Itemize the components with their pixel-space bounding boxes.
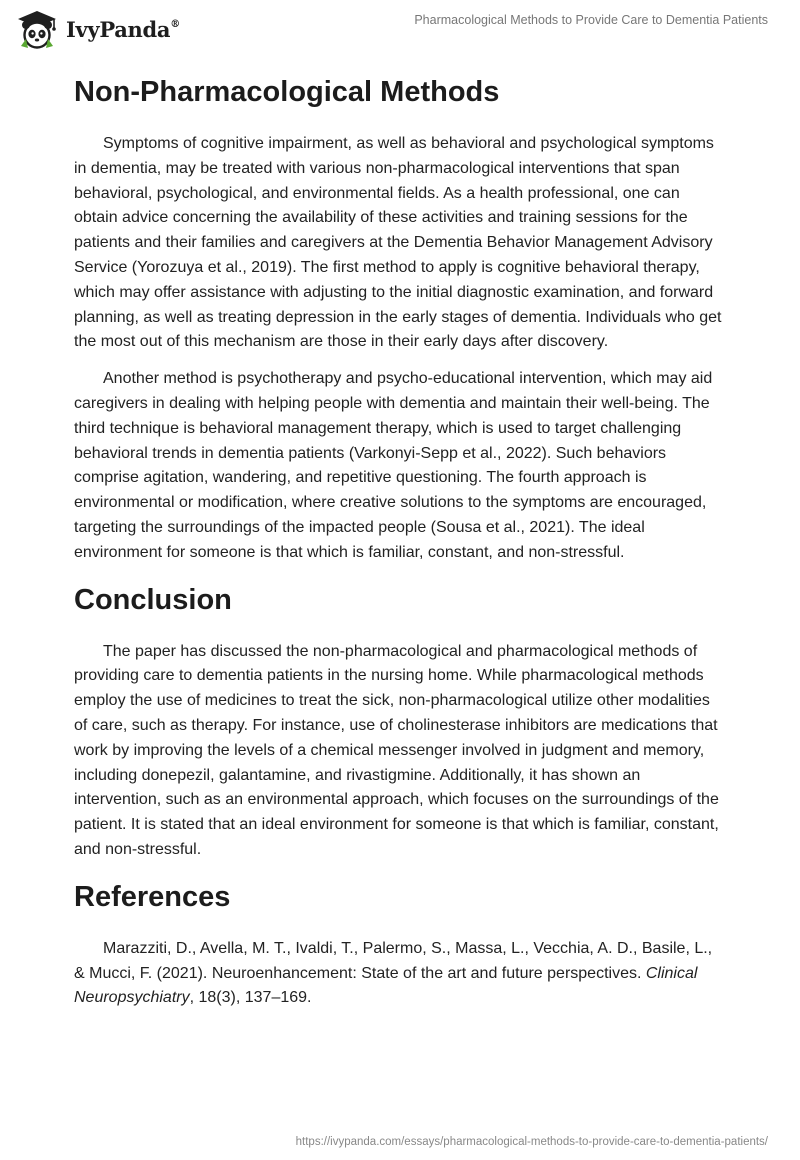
- panda-graduate-icon: [14, 8, 60, 50]
- section-heading: References: [74, 880, 231, 913]
- reference-journal: Clinical Neuropsychiatry: [74, 964, 698, 1007]
- document-title: Pharmacological Methods to Provide Care to Dementia Patients: [414, 13, 768, 27]
- reference-details: , 18(3), 137–169.: [189, 989, 312, 1007]
- ivypanda-logo[interactable]: [14, 8, 180, 50]
- paragraph: The paper has discussed the non-pharmacological and pharmacological methods of providing care to dementia patients in the nursing home. While pharmacological methods employ the use of medicines to treat the sick, non-pharmacological utilize other modalities of care, such as therapy. For instance, use of cholinesterase inhibitors are medications that work by improving the levels of a chemical messenger involved in judgment and memory, including donepezil, galantamine, and rivastigmine. Additionally, it has shown an intervention, such as an environmental approach, which focuses on the surroundings of the patient. It is stated that an ideal environment for someone is that which is familiar, constant, and non-stressful.: [74, 642, 719, 858]
- section-conclusion: [74, 580, 726, 863]
- section-heading: Conclusion: [74, 583, 232, 616]
- paragraph: Symptoms of cognitive impairment, as well as behavioral and psychological symptoms in dementia, may be treated with various non-pharmacological interventions that span behavioral, psychological, and environmental fields. As a health professional, one can obtain advice concerning the availability of these activities and training sessions for the patients and their families and caregivers at the Dementia Behavior Management Advisory Service (Yorozuya et al., 2019). The first method to apply is cognitive behavioral therapy, which may offer assistance with adjusting to the initial diagnostic examination, and forward planning, as well as treating depression in the early stages of dementia. Individuals who get the most out of this mechanism are those in their early days after discovery.: [74, 135, 722, 351]
- essay-body: [74, 72, 726, 1025]
- brand-name: IvyPanda®: [66, 16, 180, 42]
- source-url[interactable]: https://ivypanda.com/essays/pharmacological-methods-to-provide-care-to-dementia-patients/: [295, 1136, 768, 1148]
- paragraph: Another method is psychotherapy and psycho-educational intervention, which may aid caregivers in dealing with helping people with dementia and maintain their well-being. The third technique is behavioral management therapy, which is used to target challenging behavioral trends in dementia patients (Varkonyi-Sepp et al., 2022). Such behaviors comprise agitation, wandering, and repetitive questioning. The fourth approach is environmental or modification, where creative solutions to the symptoms are encouraged, targeting the surroundings of the impacted people (Sousa et al., 2021). The ideal environment for someone is that which is familiar, constant, and non-stressful.: [74, 370, 713, 561]
- page-header: [0, 0, 800, 60]
- reference-entry: [74, 937, 726, 1011]
- reference-authors: Marazziti, D., Avella, M. T., Ivaldi, T., Palermo, S., Massa, L., Vecchia, A. D., Basile, L., & Mucci, F. (2021). Neuroenhancement: State of the art and future perspectives.: [74, 939, 713, 982]
- section-references: [74, 877, 726, 1011]
- section-non-pharmacological: [74, 72, 726, 566]
- section-heading: Non-Pharmacological Methods: [74, 76, 500, 108]
